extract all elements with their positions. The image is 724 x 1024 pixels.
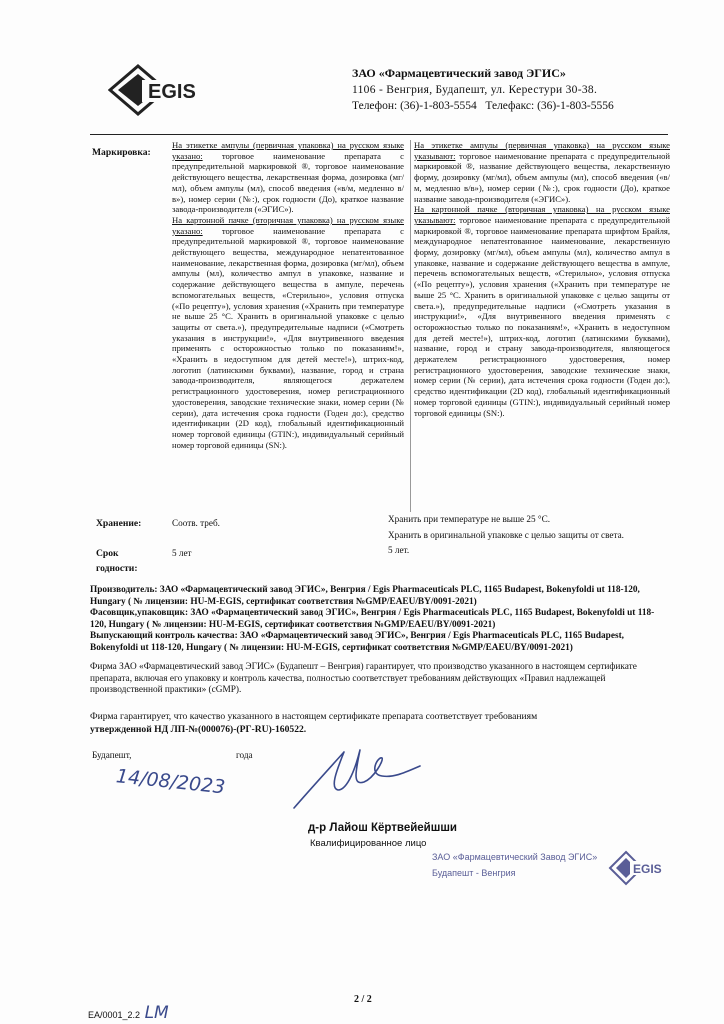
storage-right-line1: Хранить при температуре не выше 25 °С. — [388, 514, 550, 524]
quality-guarantee: Фирма гарантирует, что качество указанного в настоящем сертификате препарата соответствует требованиям — [90, 711, 538, 722]
right-ampoule-heading: На этикетке ампулы (первичная упаковка) на русском языке указывают: — [414, 140, 670, 161]
quality-control-line: Выпускающий контроль качества: ЗАО «Фармацевтический завод ЭГИС», Венгрия / Egis Pharmaceuticals PLC, 1165 Budapest, Bokenyfoldi ut 118-120, Hungary ( № лицензии: HU-M-EGIS, сертификат соответствия №GMP/EAEU/BY/0091-2021) — [90, 631, 625, 653]
shelf-life-label-2: годности: — [96, 563, 138, 574]
column-divider — [410, 140, 411, 512]
right-box-heading: На картонной пачке (вторичная упаковка) на русском языке указывают: — [414, 204, 670, 225]
stamp-logo — [608, 850, 668, 886]
page-number: 2 / 2 — [354, 994, 372, 1005]
manufacturer-line: Производитель: ЗАО «Фармацевтический завод ЭГИС», Венгрия / Egis Pharmaceuticals PLC, 1165 Budapest, Bokenyfoldi ut 118-120, Hungary ( № лицензии: HU-M-EGIS, сертификат соответствия №GMP/EAEU/BY/0091-2021) — [90, 585, 640, 607]
signatory-role: Квалифицированное лицо — [310, 838, 427, 849]
signature-year-word: года — [236, 750, 253, 760]
marking-left-column — [172, 140, 404, 450]
packager-line: Фасовщик,упаковщик: ЗАО «Фармацевтический завод ЭГИС», Венгрия / Egis Pharmaceuticals PLC, 1165 Budapest, Bokenyfoldi ut 118-120, Hungary ( № лицензии: HU-M-EGIS, сертификат соответствия №GMP/EAEU/BY/0091-2021) — [90, 608, 655, 630]
stamp-logo-text: EGIS — [633, 862, 662, 876]
company-address: 1106 - Венгрия, Будапешт, ул. Керестури 30-38. — [352, 84, 598, 96]
egis-logo — [108, 64, 208, 116]
shelf-life-right-value: 5 лет. — [388, 545, 410, 555]
shelf-life-label-1: Срок — [96, 548, 119, 559]
document-code-text: EA/0001_2.2 — [88, 1010, 141, 1020]
storage-label: Хранение: — [96, 518, 142, 529]
storage-right-line2: Хранить в оригинальной упаковке с целью защиты от света. — [388, 530, 624, 540]
left-box-heading: На картонной пачке (вторичная упаковка) на русском языке указано: — [172, 214, 404, 236]
shelf-life-left-value: 5 лет — [172, 548, 192, 558]
signature-city: Будапешт, — [92, 750, 132, 760]
company-name: ЗАО «Фармацевтический завод ЭГИС» — [352, 66, 566, 80]
marking-right-column — [414, 140, 670, 418]
signature-mark — [286, 742, 426, 814]
footer-initials: LM — [144, 1003, 169, 1023]
company-phone: Телефон: (36)-1-803-5554 Телефакс: (36)-1-803-5556 — [352, 100, 614, 112]
gmp-guarantee: Фирма ЗАО «Фармацевтический завод ЭГИС» (Будапешт – Венгрия) гарантирует, что производство указанного в настоящем сертификате препарата, включая его упаковку и контроль качества, полностью соответствует требованиям действующих «Правил надлежащей производственной практики» (cGMP). — [90, 662, 637, 696]
signatory-name: д-р Лайош Кёртвейейшши — [308, 822, 457, 834]
left-ampoule-heading: На этикетке ампулы (первичная упаковка) на русском языке указано: — [172, 140, 404, 161]
logo-text: EGIS — [148, 81, 196, 103]
company-stamp — [432, 850, 672, 886]
handwritten-date-text: 14/08/2023 — [114, 765, 227, 799]
handwritten-date — [112, 760, 242, 800]
nd-reference: утвержденной НД ЛП-№(000076)-(РГ-RU)-160522. — [90, 724, 307, 735]
right-ampoule-text: торговое наименование препарата с предупредительной маркировкой ®, название действующего вещества, лекарственную форму, дозировку (мг/мл), объем ампулы (мл), способ введения («в/м, медленно в/в»), номер серии (№:), срок годности (До), краткое название завода-производителя («ЭГИС»). — [414, 150, 670, 204]
left-box-text: торговое наименование препарата с предупредительной маркировкой ®, торговое наименование действующего вещества, международное непатентованное наименование, лекарственная форма, дозировка (мг/мл), объем ампулы (мл), количество ампул в упаковке, название и содержание действующего вещества в ампуле, перечень вспомогательных веществ, «Стерильно», условия отпуска («По рецепту»), условия хранения («Хранить при температуре не выше 25 °С. Хранить в оригинальной упаковке с целью защиты от света.»), предупредительные надписи («Смотреть указания в инструкции!», «Для внутривенного введения применять с осторожностью только по показаниям!», «Хранить в недоступном для детей месте!»), штрих-код, логотип (латинскими буквами), название, город и страна завода-производителя, являющегося держателем регистрационного удостоверения, номер регистрационного удостоверения, заводские технические знаки, номер серии (№ серии), дата истечения срока годности (Годен до:), средство идентификации (2D код), глобальный идентификационный номер торговой единицы (GTIN:), индивидуальный серийный номер торговой единицы (SN:). — [172, 225, 404, 450]
stamp-city: Будапешт - Венгрия — [432, 868, 516, 878]
right-box-text: торговое наименование препарата с предупредительной маркировкой ®, торговое наименование препарата шрифтом Брайля, международное непатентованное наименование, лекарственную форму, дозировку (мг/мл), объем ампулы (мл), количество ампул в упаковке, название и содержание действующего вещества в ампуле, перечень вспомогательных веществ, «Стерильно», условия отпуска («По рецепту»), условия хранения («Хранить при температуре не выше 25 °С. Хранить в оригинальной упаковке с целью защиты от света.»), предупредительные надписи («Смотреть указания в инструкции!», «Для внутривенного введения применять с осторожностью только по показаниям!», «Хранить в недоступном для детей месте!»), штрих-код, логотип (латинскими буквами), название, город и страну завода-производителя, являющегося держателем регистрационного удостоверения, номер регистрационного удостоверения, заводские технические знаки, номер серии (№ серии), дата истечения срока годности (Годен до:), средство идентификации (2D код), глобальный идентификационный номер торговой единицы (GTIN:), индивидуальный серийный номер торговой единицы (SN:). — [414, 214, 670, 418]
storage-left-value: Соотв. треб. — [172, 518, 220, 528]
header-divider — [90, 134, 668, 135]
document-code — [88, 1003, 169, 1023]
stamp-company: ЗАО «Фармацевтический Завод ЭГИС» — [432, 852, 598, 862]
marking-label: Маркировка: — [92, 147, 151, 158]
left-ampoule-text: торговое наименование препарата с предупредительной маркировкой ®, торговое наименование действующего вещества, лекарственная форма, дозировка (мг/мл), объем ампулы (мл), способ введения («в/м, медленно в/в»), номер серии (№:), срок годности (До), краткое название завода-производителя («ЭГИС»). — [172, 150, 404, 215]
